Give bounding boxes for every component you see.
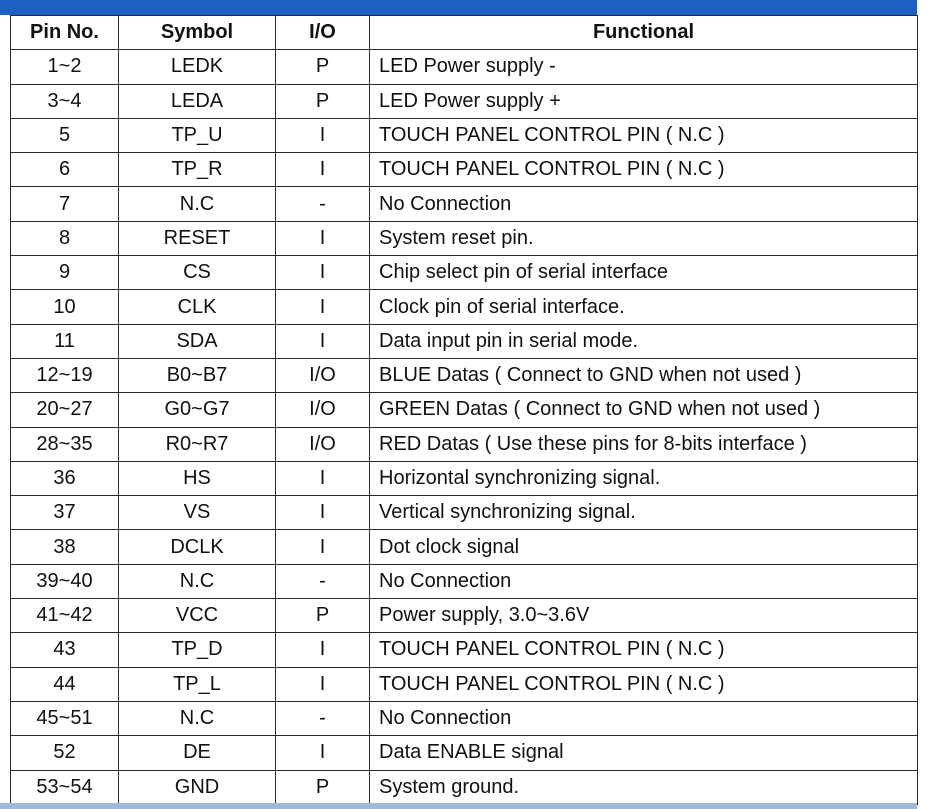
table-row	[11, 221, 918, 255]
table-row	[11, 461, 918, 495]
io-cell: I	[276, 221, 370, 255]
functional-cell: No Connection	[370, 187, 918, 221]
symbol-cell: N.C	[119, 187, 276, 221]
table-row	[11, 84, 918, 118]
pin-no-cell: 8	[11, 221, 119, 255]
header-row	[11, 16, 918, 50]
symbol-cell: R0~R7	[119, 427, 276, 461]
top-blue-bar	[0, 0, 917, 15]
symbol-cell: VS	[119, 496, 276, 530]
functional-cell: Dot clock signal	[370, 530, 918, 564]
io-cell: -	[276, 187, 370, 221]
pin-no-cell: 10	[11, 290, 119, 324]
bottom-bar	[0, 803, 917, 809]
pin-no-cell: 52	[11, 736, 119, 770]
functional-cell: Vertical synchronizing signal.	[370, 496, 918, 530]
pin-no-cell: 36	[11, 461, 119, 495]
functional-cell: Clock pin of serial interface.	[370, 290, 918, 324]
io-cell: I	[276, 667, 370, 701]
table-row	[11, 324, 918, 358]
io-cell: I	[276, 290, 370, 324]
symbol-cell: N.C	[119, 564, 276, 598]
table-row	[11, 153, 918, 187]
symbol-cell: CLK	[119, 290, 276, 324]
header-io: I/O	[276, 16, 370, 50]
pin-no-cell: 37	[11, 496, 119, 530]
table-row	[11, 633, 918, 667]
functional-cell: TOUCH PANEL CONTROL PIN ( N.C )	[370, 667, 918, 701]
io-cell: -	[276, 564, 370, 598]
functional-cell: Power supply, 3.0~3.6V	[370, 599, 918, 633]
io-cell: I	[276, 461, 370, 495]
io-cell: I/O	[276, 427, 370, 461]
symbol-cell: N.C	[119, 701, 276, 735]
table-row	[11, 187, 918, 221]
functional-cell: Data input pin in serial mode.	[370, 324, 918, 358]
pin-no-cell: 1~2	[11, 50, 119, 84]
table-row	[11, 256, 918, 290]
table-row	[11, 496, 918, 530]
symbol-cell: TP_L	[119, 667, 276, 701]
table-row	[11, 564, 918, 598]
pin-no-cell: 41~42	[11, 599, 119, 633]
table-row	[11, 50, 918, 84]
symbol-cell: SDA	[119, 324, 276, 358]
symbol-cell: G0~G7	[119, 393, 276, 427]
functional-cell: No Connection	[370, 564, 918, 598]
functional-cell: System reset pin.	[370, 221, 918, 255]
symbol-cell: HS	[119, 461, 276, 495]
symbol-cell: TP_U	[119, 118, 276, 152]
pin-no-cell: 12~19	[11, 358, 119, 392]
io-cell: I	[276, 633, 370, 667]
pin-no-cell: 45~51	[11, 701, 119, 735]
table-row	[11, 393, 918, 427]
pin-no-cell: 39~40	[11, 564, 119, 598]
functional-cell: Horizontal synchronizing signal.	[370, 461, 918, 495]
io-cell: I/O	[276, 393, 370, 427]
functional-cell: LED Power supply +	[370, 84, 918, 118]
table-row	[11, 427, 918, 461]
io-cell: I	[276, 118, 370, 152]
table-row	[11, 599, 918, 633]
io-cell: P	[276, 50, 370, 84]
header-functional: Functional	[370, 16, 918, 50]
pin-no-cell: 44	[11, 667, 119, 701]
functional-cell: TOUCH PANEL CONTROL PIN ( N.C )	[370, 118, 918, 152]
table-row	[11, 770, 918, 804]
table-row	[11, 290, 918, 324]
pin-no-cell: 3~4	[11, 84, 119, 118]
io-cell: P	[276, 770, 370, 804]
functional-cell: TOUCH PANEL CONTROL PIN ( N.C )	[370, 633, 918, 667]
pin-no-cell: 53~54	[11, 770, 119, 804]
symbol-cell: B0~B7	[119, 358, 276, 392]
io-cell: I	[276, 530, 370, 564]
io-cell: I	[276, 153, 370, 187]
symbol-cell: TP_R	[119, 153, 276, 187]
table-row	[11, 736, 918, 770]
functional-cell: TOUCH PANEL CONTROL PIN ( N.C )	[370, 153, 918, 187]
io-cell: -	[276, 701, 370, 735]
symbol-cell: DE	[119, 736, 276, 770]
table-row	[11, 701, 918, 735]
symbol-cell: GND	[119, 770, 276, 804]
pin-no-cell: 28~35	[11, 427, 119, 461]
pin-no-cell: 43	[11, 633, 119, 667]
functional-cell: LED Power supply -	[370, 50, 918, 84]
symbol-cell: LEDA	[119, 84, 276, 118]
symbol-cell: CS	[119, 256, 276, 290]
functional-cell: RED Datas ( Use these pins for 8-bits interface )	[370, 427, 918, 461]
table-row	[11, 118, 918, 152]
functional-cell: Data ENABLE signal	[370, 736, 918, 770]
table-row	[11, 358, 918, 392]
header-symbol: Symbol	[119, 16, 276, 50]
functional-cell: Chip select pin of serial interface	[370, 256, 918, 290]
symbol-cell: TP_D	[119, 633, 276, 667]
io-cell: I	[276, 736, 370, 770]
io-cell: P	[276, 599, 370, 633]
table-row	[11, 667, 918, 701]
symbol-cell: RESET	[119, 221, 276, 255]
functional-cell: No Connection	[370, 701, 918, 735]
functional-cell: GREEN Datas ( Connect to GND when not used )	[370, 393, 918, 427]
io-cell: P	[276, 84, 370, 118]
io-cell: I	[276, 496, 370, 530]
header-pin-no: Pin No.	[11, 16, 119, 50]
io-cell: I/O	[276, 358, 370, 392]
functional-cell: System ground.	[370, 770, 918, 804]
pin-no-cell: 11	[11, 324, 119, 358]
pin-no-cell: 38	[11, 530, 119, 564]
functional-cell: BLUE Datas ( Connect to GND when not used )	[370, 358, 918, 392]
symbol-cell: LEDK	[119, 50, 276, 84]
pin-definition-table	[10, 15, 918, 805]
symbol-cell: VCC	[119, 599, 276, 633]
io-cell: I	[276, 256, 370, 290]
io-cell: I	[276, 324, 370, 358]
table-body	[11, 50, 918, 805]
pin-no-cell: 9	[11, 256, 119, 290]
pin-no-cell: 6	[11, 153, 119, 187]
table-row	[11, 530, 918, 564]
pin-no-cell: 7	[11, 187, 119, 221]
symbol-cell: DCLK	[119, 530, 276, 564]
pin-no-cell: 5	[11, 118, 119, 152]
table-header	[11, 16, 918, 50]
pin-no-cell: 20~27	[11, 393, 119, 427]
